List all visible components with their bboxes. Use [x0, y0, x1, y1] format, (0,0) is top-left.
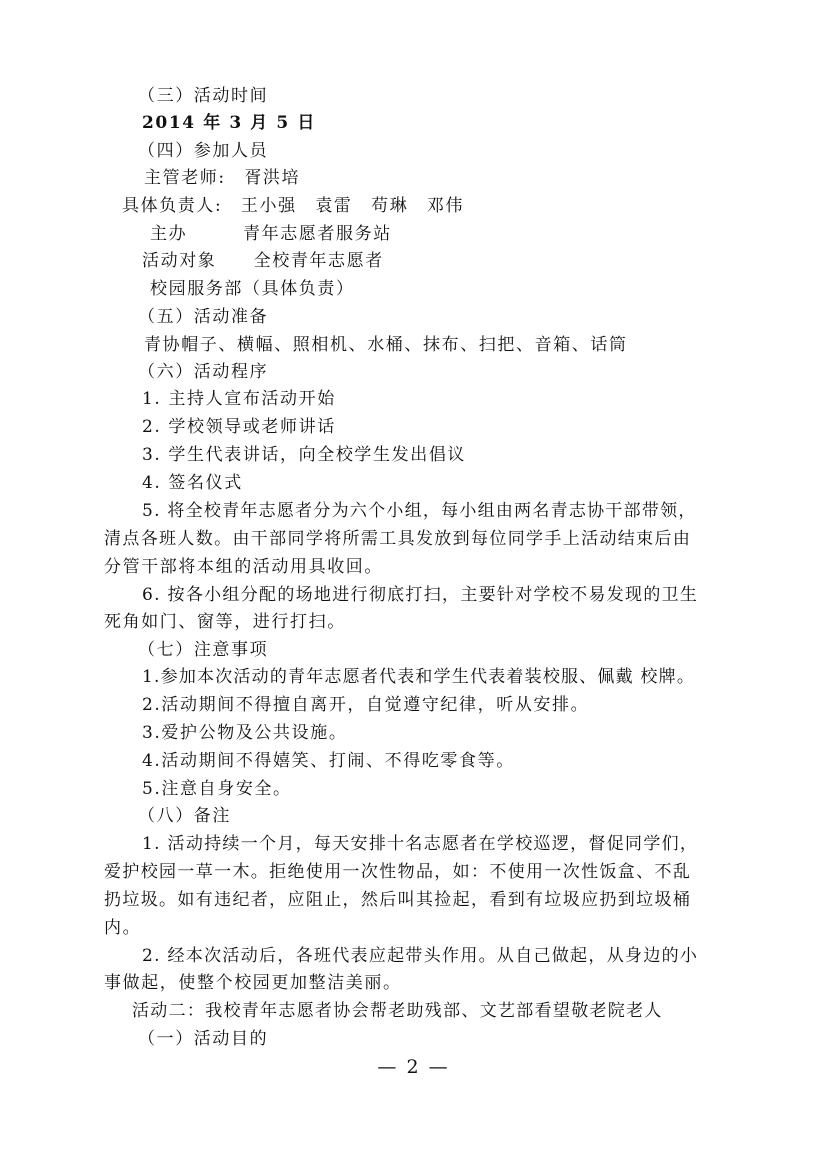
- supervisor-line: 主管老师: 胥洪培: [144, 168, 301, 188]
- section-heading-time: （三）活动时间: [138, 86, 269, 106]
- remark-1-line-2: 爱护校园一草一木。拒绝使用一次性物品，如：不使用一次性饭盒、不乱: [104, 862, 692, 882]
- note-4: 4.活动期间不得嬉笑、打闹、不得吃零食等。: [142, 751, 515, 771]
- note-1: 1.参加本次活动的青年志愿者代表和学生代表着装校服、佩戴 校牌。: [142, 667, 696, 687]
- section-heading-preparation: （五）活动准备: [138, 307, 269, 327]
- host-line: 主办 青年志愿者服务站: [150, 224, 392, 244]
- remark-1-line-3: 扔垃圾。如有违纪者，应阻止，然后叫其捡起，看到有垃圾应扔到垃圾桶: [104, 890, 692, 910]
- procedure-step-1: 1. 主持人宣布活动开始: [142, 389, 336, 409]
- note-5: 5.注意自身安全。: [142, 779, 292, 799]
- section-heading-participants: （四）参加人员: [138, 141, 269, 161]
- page-number: — 2 —: [377, 1056, 450, 1078]
- procedure-step-2: 2. 学校领导或老师讲话: [142, 417, 336, 437]
- procedure-step-6-line-2: 死角如门、窗等，进行打扫。: [104, 612, 346, 632]
- target-line: 活动对象 全校青年志愿者: [142, 251, 384, 271]
- remark-1-line-1: 1. 活动持续一个月，每天安排十名志愿者在学校巡逻，督促同学们，: [142, 834, 699, 854]
- section-heading-remarks: （八）备注: [138, 806, 231, 826]
- activity-date: 2014 年 3 月 5 日: [142, 113, 316, 133]
- section-heading-procedure: （六）活动程序: [138, 362, 269, 382]
- section-heading-notes: （七）注意事项: [138, 640, 269, 660]
- remark-2-line-1: 2. 经本次活动后，各班代表应起带头作用。从自己做起，从身边的小: [142, 946, 699, 966]
- responsible-people-line: 具体负责人: 王小强 袁雷 苟琳 邓伟: [122, 196, 465, 216]
- procedure-step-5-line-3: 分管干部将本组的活动用具收回。: [104, 557, 383, 577]
- section-heading-purpose: （一）活动目的: [138, 1029, 269, 1049]
- note-3: 3.爱护公物及公共设施。: [142, 723, 348, 743]
- remark-2-line-2: 事做起，使整个校园更加整洁美丽。: [104, 973, 402, 993]
- procedure-step-5-line-1: 5. 将全校青年志愿者分为六个小组，每小组由两名青志协干部带领，: [142, 501, 697, 521]
- procedure-step-3: 3. 学生代表讲话，向全校学生发出倡议: [142, 445, 467, 465]
- procedure-step-4: 4. 签名仪式: [142, 473, 243, 493]
- procedure-step-5-line-2: 清点各班人数。由干部同学将所需工具发放到每位同学手上活动结束后由: [104, 529, 692, 549]
- note-2: 2.活动期间不得擅自离开，自觉遵守纪律，听从安排。: [142, 695, 590, 715]
- campus-service-line: 校园服务部（具体负责）: [150, 279, 355, 299]
- procedure-step-6-line-1: 6. 按各小组分配的场地进行彻底打扫，主要针对学校不易发现的卫生: [142, 585, 699, 605]
- preparation-items: 青协帽子、横幅、照相机、水桶、抹布、扫把、音箱、话筒: [144, 335, 628, 355]
- activity-two-title: 活动二：我校青年志愿者协会帮老助残部、文艺部看望敬老院老人: [132, 1001, 663, 1021]
- remark-1-line-4: 内。: [104, 918, 142, 938]
